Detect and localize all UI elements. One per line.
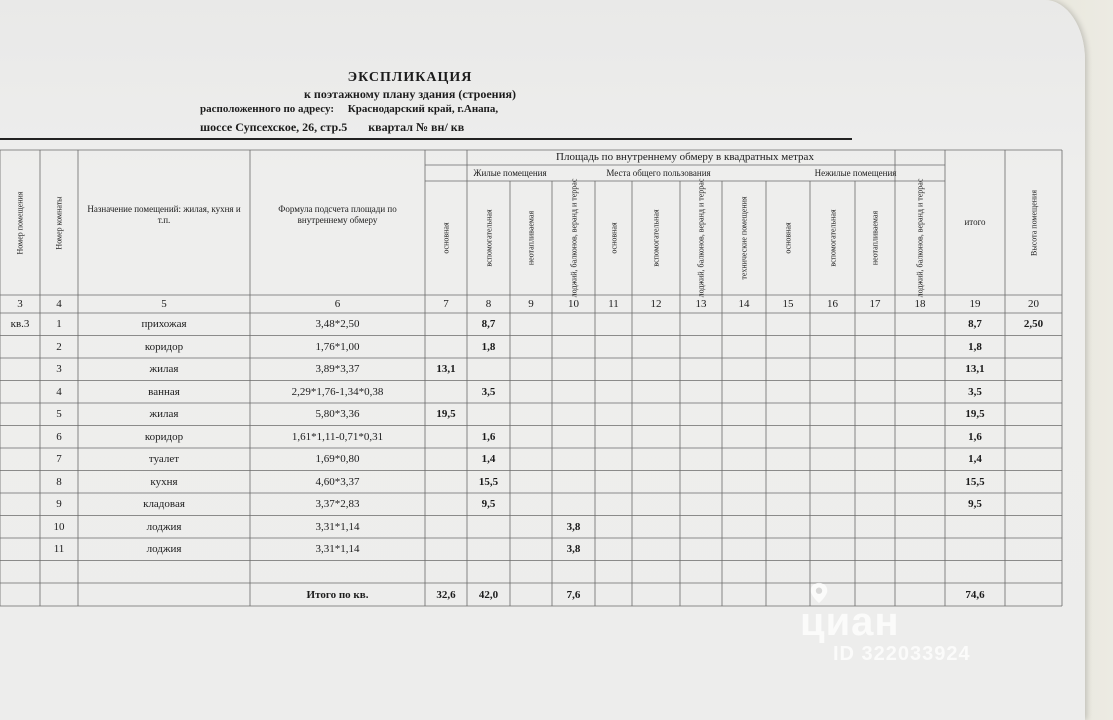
- row-total: 13,1: [965, 363, 985, 376]
- header-sub-7: технические помещения: [739, 196, 749, 280]
- row-formula: 1,76*1,00: [315, 340, 360, 353]
- column-number: 3: [17, 298, 23, 310]
- header-sub-6: лоджий, балконов, веранд и террас: [696, 178, 706, 298]
- doc-title: ЭКСПЛИКАЦИЯ: [347, 70, 473, 85]
- row-formula: 1,61*1,11-0,71*0,31: [291, 430, 384, 443]
- header-sub-10: неотапливаемая: [870, 210, 880, 266]
- row-purpose: жилая: [149, 408, 179, 421]
- header-room-number: Номер комнаты: [54, 195, 64, 250]
- row-aux-area: 1,8: [481, 340, 496, 353]
- row-total: 19,5: [965, 408, 985, 421]
- header-sub-2: неотапливаемая: [526, 210, 536, 266]
- row-main-area: [425, 538, 467, 561]
- header-sub-0: основная: [441, 222, 451, 254]
- row-height: [1005, 493, 1062, 516]
- row-room-number: 10: [53, 520, 65, 533]
- street-value: шоссе Супсехское, 26, стр.5: [200, 120, 348, 134]
- header-sub-1: вспомогательная: [484, 209, 493, 267]
- row-aux-area: 3,5: [481, 385, 496, 398]
- row-flat: кв.3: [10, 318, 30, 331]
- row-flat: [0, 471, 40, 494]
- row-room-number: 9: [56, 498, 62, 511]
- header-sub-8: основная: [783, 222, 793, 254]
- column-number: 14: [738, 298, 750, 310]
- watermark-logo: циан: [800, 600, 900, 644]
- row-loggia-area: [552, 336, 595, 359]
- row-aux-area: [467, 516, 510, 539]
- header-purpose: Назначение помещений: жилая, кухня и т.п.: [87, 204, 241, 225]
- row-room-number: 4: [56, 385, 62, 398]
- row-formula: 5,80*3,36: [315, 408, 360, 421]
- row-flat: [0, 448, 40, 471]
- row-main-area: [425, 381, 467, 404]
- address-label: расположенного по адресу:: [200, 103, 334, 115]
- row-purpose: коридор: [144, 430, 184, 443]
- row-room-number: 3: [56, 363, 62, 376]
- row-aux-area: [467, 538, 510, 561]
- row-flat: [0, 538, 40, 561]
- header-area-group: Площадь по внутреннему обмеру в квадратных метрах: [556, 151, 814, 163]
- row-aux-area: [467, 403, 510, 426]
- row-flat: [0, 493, 40, 516]
- address-value: Краснодарский край, г.Анапа,: [347, 103, 499, 115]
- row-flat: [0, 426, 40, 449]
- header-sub-3: лоджий, балконов, веранд и террас: [569, 178, 578, 298]
- row-loggia-area: [552, 381, 595, 404]
- row-loggia-area: [552, 471, 595, 494]
- row-formula: 3,48*2,50: [315, 318, 360, 331]
- header-nonliving-group: Нежилые помещения: [814, 167, 897, 178]
- header-sub-9: вспомогательная: [828, 209, 837, 267]
- row-total: [945, 516, 1005, 539]
- row-loggia-area: [552, 403, 595, 426]
- row-height: [1005, 448, 1062, 471]
- row-total: 3,5: [968, 385, 982, 398]
- row-flat: [0, 336, 40, 359]
- row-total: 1,8: [968, 340, 982, 353]
- row-height: [1005, 336, 1062, 359]
- header-sub-11: лоджий, балконов, веранд и террас: [915, 178, 925, 298]
- column-number: 15: [782, 298, 794, 310]
- row-height: [1005, 538, 1062, 561]
- row-room-number: 1: [56, 318, 62, 331]
- row-formula: 3,31*1,14: [315, 543, 360, 556]
- header-sub-4: основная: [609, 222, 618, 254]
- header-sub-5: вспомогательная: [651, 209, 661, 267]
- column-number: 8: [485, 298, 492, 310]
- row-formula: 1,69*0,80: [315, 453, 360, 466]
- totals-total: 74,6: [965, 588, 985, 601]
- row-formula: 3,31*1,14: [315, 520, 360, 533]
- column-number: 11: [608, 298, 619, 310]
- column-number: 20: [1028, 298, 1039, 310]
- row-main-area: [425, 448, 467, 471]
- row-main-area: [425, 471, 467, 494]
- row-room-number: 7: [56, 453, 62, 466]
- column-number: 9: [528, 298, 534, 310]
- header-total: итого: [964, 217, 986, 227]
- totals-aux: 42,0: [478, 588, 499, 601]
- row-flat: [0, 403, 40, 426]
- row-height: [1005, 426, 1062, 449]
- column-number: 18: [914, 298, 926, 310]
- header-height: Высота помещения: [1029, 189, 1038, 256]
- row-room-number: 2: [56, 340, 62, 353]
- watermark-id: ID 322033924: [833, 643, 971, 665]
- row-main-area: 19,5: [436, 408, 456, 421]
- row-room-number: 8: [56, 475, 62, 488]
- row-purpose: ванная: [148, 385, 180, 398]
- row-loggia-area: 3,8: [566, 543, 581, 556]
- row-purpose: лоджия: [146, 520, 182, 533]
- row-total: 8,7: [968, 318, 982, 331]
- row-purpose: коридор: [144, 340, 184, 353]
- header-living-group: Жилые помещения: [473, 167, 547, 178]
- row-room-number: 11: [53, 543, 65, 556]
- row-total: 1,6: [968, 430, 982, 443]
- row-loggia-area: [552, 426, 595, 449]
- row-purpose: туалет: [148, 453, 180, 466]
- row-flat: [0, 381, 40, 404]
- row-height: [1005, 471, 1062, 494]
- header-common-group: Места общего пользования: [606, 167, 711, 178]
- totals-label: Итого по кв.: [306, 588, 369, 601]
- row-aux-area: [467, 358, 510, 381]
- row-main-area: [425, 516, 467, 539]
- row-height: [1005, 358, 1062, 381]
- totals-loggia: 7,6: [566, 588, 581, 601]
- row-loggia-area: [552, 313, 595, 336]
- column-number: 12: [650, 298, 662, 310]
- row-aux-area: 1,4: [481, 453, 496, 466]
- column-number: 16: [827, 298, 838, 310]
- row-height: [1005, 381, 1062, 404]
- row-aux-area: 8,7: [481, 318, 496, 331]
- column-number: 19: [969, 298, 981, 310]
- row-main-area: [425, 313, 467, 336]
- row-purpose: жилая: [149, 363, 179, 376]
- row-formula: 4,60*3,37: [315, 475, 360, 488]
- row-flat: [0, 516, 40, 539]
- row-room-number: 5: [56, 408, 62, 421]
- row-purpose: лоджия: [146, 543, 182, 556]
- row-formula: 2,29*1,76-1,34*0,38: [291, 385, 384, 398]
- row-loggia-area: [552, 493, 595, 516]
- quarter-value: квартал № вн/ кв: [368, 120, 465, 134]
- row-purpose: кладовая: [143, 498, 185, 511]
- column-number: 13: [695, 298, 707, 310]
- row-height: 2,50: [1023, 318, 1044, 331]
- header-formula: Формула подсчета площади по внутреннему обмеру: [278, 204, 397, 225]
- row-purpose: кухня: [150, 475, 178, 488]
- row-main-area: [425, 493, 467, 516]
- column-number: 5: [161, 298, 167, 310]
- column-number: 7: [443, 298, 449, 310]
- row-loggia-area: [552, 448, 595, 471]
- column-number: 17: [869, 298, 881, 310]
- row-aux-area: 9,5: [481, 498, 496, 511]
- row-total: [945, 538, 1005, 561]
- row-total: 1,4: [968, 453, 982, 466]
- row-loggia-area: 3,8: [566, 520, 581, 533]
- row-height: [1005, 403, 1062, 426]
- column-number: 6: [334, 298, 341, 310]
- row-height: [1005, 516, 1062, 539]
- header-floor-number: Номер помещения: [15, 191, 25, 254]
- row-purpose: прихожая: [141, 318, 187, 331]
- column-number: 4: [56, 298, 62, 310]
- row-loggia-area: [552, 358, 595, 381]
- row-room-number: 6: [56, 430, 62, 443]
- column-number: 10: [568, 298, 579, 310]
- row-main-area: 13,1: [436, 363, 456, 376]
- row-total: 9,5: [968, 498, 982, 511]
- row-total: 15,5: [965, 475, 985, 488]
- row-aux-area: 15,5: [478, 475, 499, 488]
- row-main-area: [425, 426, 467, 449]
- row-formula: 3,37*2,83: [315, 498, 360, 511]
- row-aux-area: 1,6: [481, 430, 496, 443]
- row-flat: [0, 358, 40, 381]
- totals-main: 32,6: [436, 588, 456, 601]
- row-formula: 3,89*3,37: [315, 363, 360, 376]
- doc-subtitle: к поэтажному плану здания (строения): [304, 87, 516, 101]
- row-main-area: [425, 336, 467, 359]
